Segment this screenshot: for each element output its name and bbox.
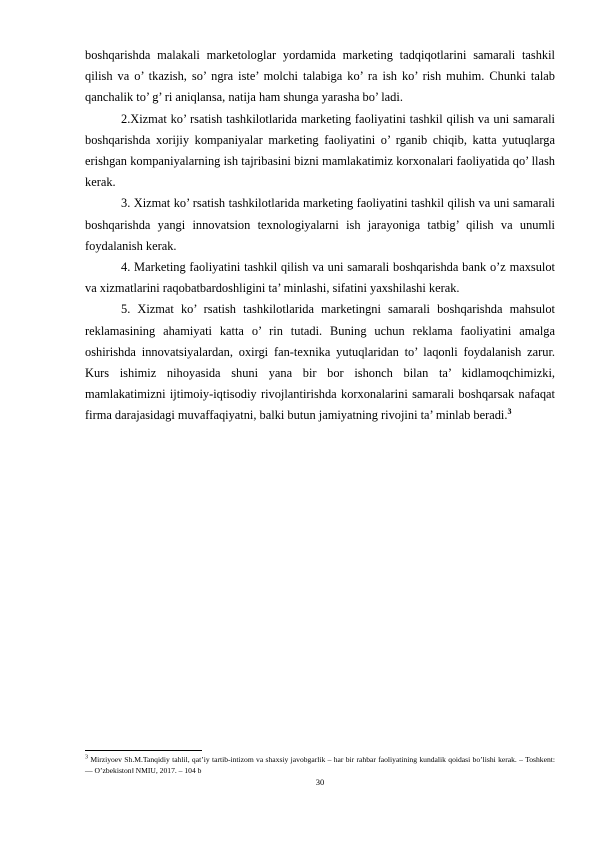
paragraph-5-text: 5. Xizmat ko’ rsatish tashkilotlarida marketingni samarali boshqarishda mahsulot reklamasining ahamiyati katta o’ rin tutadi. Buning uchun reklama faoliyatini amalga oshirishda innovatsiyalardan, oxirgi fan-texnika yutuqlaridan to’ laqonli foydalanish zarur. Kurs ishimiz nihoyasida shuni yana bir bor ishonch bilan ta’ kidlamoqchimizki, mamlakatimizni ijtimoiy-iqtisodiy rivojlantirishda korxonalarini samarali boshqarsak nafaqat firma darajasidagi muvaffaqiyatni, balki butun jamiyatning rivojini ta’ minlab beradi. [85,302,555,423]
footnote-marker: 3 [85,754,88,761]
paragraph-2: 2.Xizmat ko’ rsatish tashkilotlarida marketing faoliyatini tashkil qilish va uni samarali boshqarishda xorijiy kompaniyalar marketing faoliyatini o’ rganib chiqib, katta yutuqlarga erishgan kompaniyalarning ish tajribasini bizni mamlakatimiz korxonalari faoliyatida qo’ llash kerak. [85,111,555,190]
page-number: 30 [315,777,325,787]
footnote-separator [85,750,202,751]
footnote [85,755,555,776]
paragraph-3: 3. Xizmat ko’ rsatish tashkilotlarida marketing faoliyatini tashkil qilish va uni samarali boshqarishda yangi innovatsion texnologiyalarni ish jarayoniga tatbig’ qilish va unumli foydalanish kerak. [85,196,555,253]
footnote-text: Mirziyoev Sh.M.Tanqidiy tahlil, qat’iy tartib-intizom va shaxsiy javobgarlik – har bir rahbar faoliyatining kundalik qoidasi bo’lishi kerak. – Toshkent: ― O’zbekiston‖ NMIU, 2017. – 104 b [85,755,555,775]
footnote-reference: 3 [507,407,512,417]
paragraph-4: 4. Marketing faoliyatini tashkil qilish va uni samarali boshqarishda bank o’z maxsulot va xizmatlarini raqobatbardoshligini ta’ minlashi, sifatini yaxshilashi kerak. [85,260,555,296]
paragraph-1: boshqarishda malakali marketologlar yordamida marketing tadqiqotlarini samarali tashkil qilish va o’ tkazish, so’ ngra iste’ molchi talabiga ko’ ra ish ko’ rish muhim. Chunki talab qanchalik to’ g’ ri aniqlansa, natija ham shunga yarasha bo’ ladi. [85,48,555,105]
document-body [85,45,555,427]
paragraph-5 [85,299,555,426]
